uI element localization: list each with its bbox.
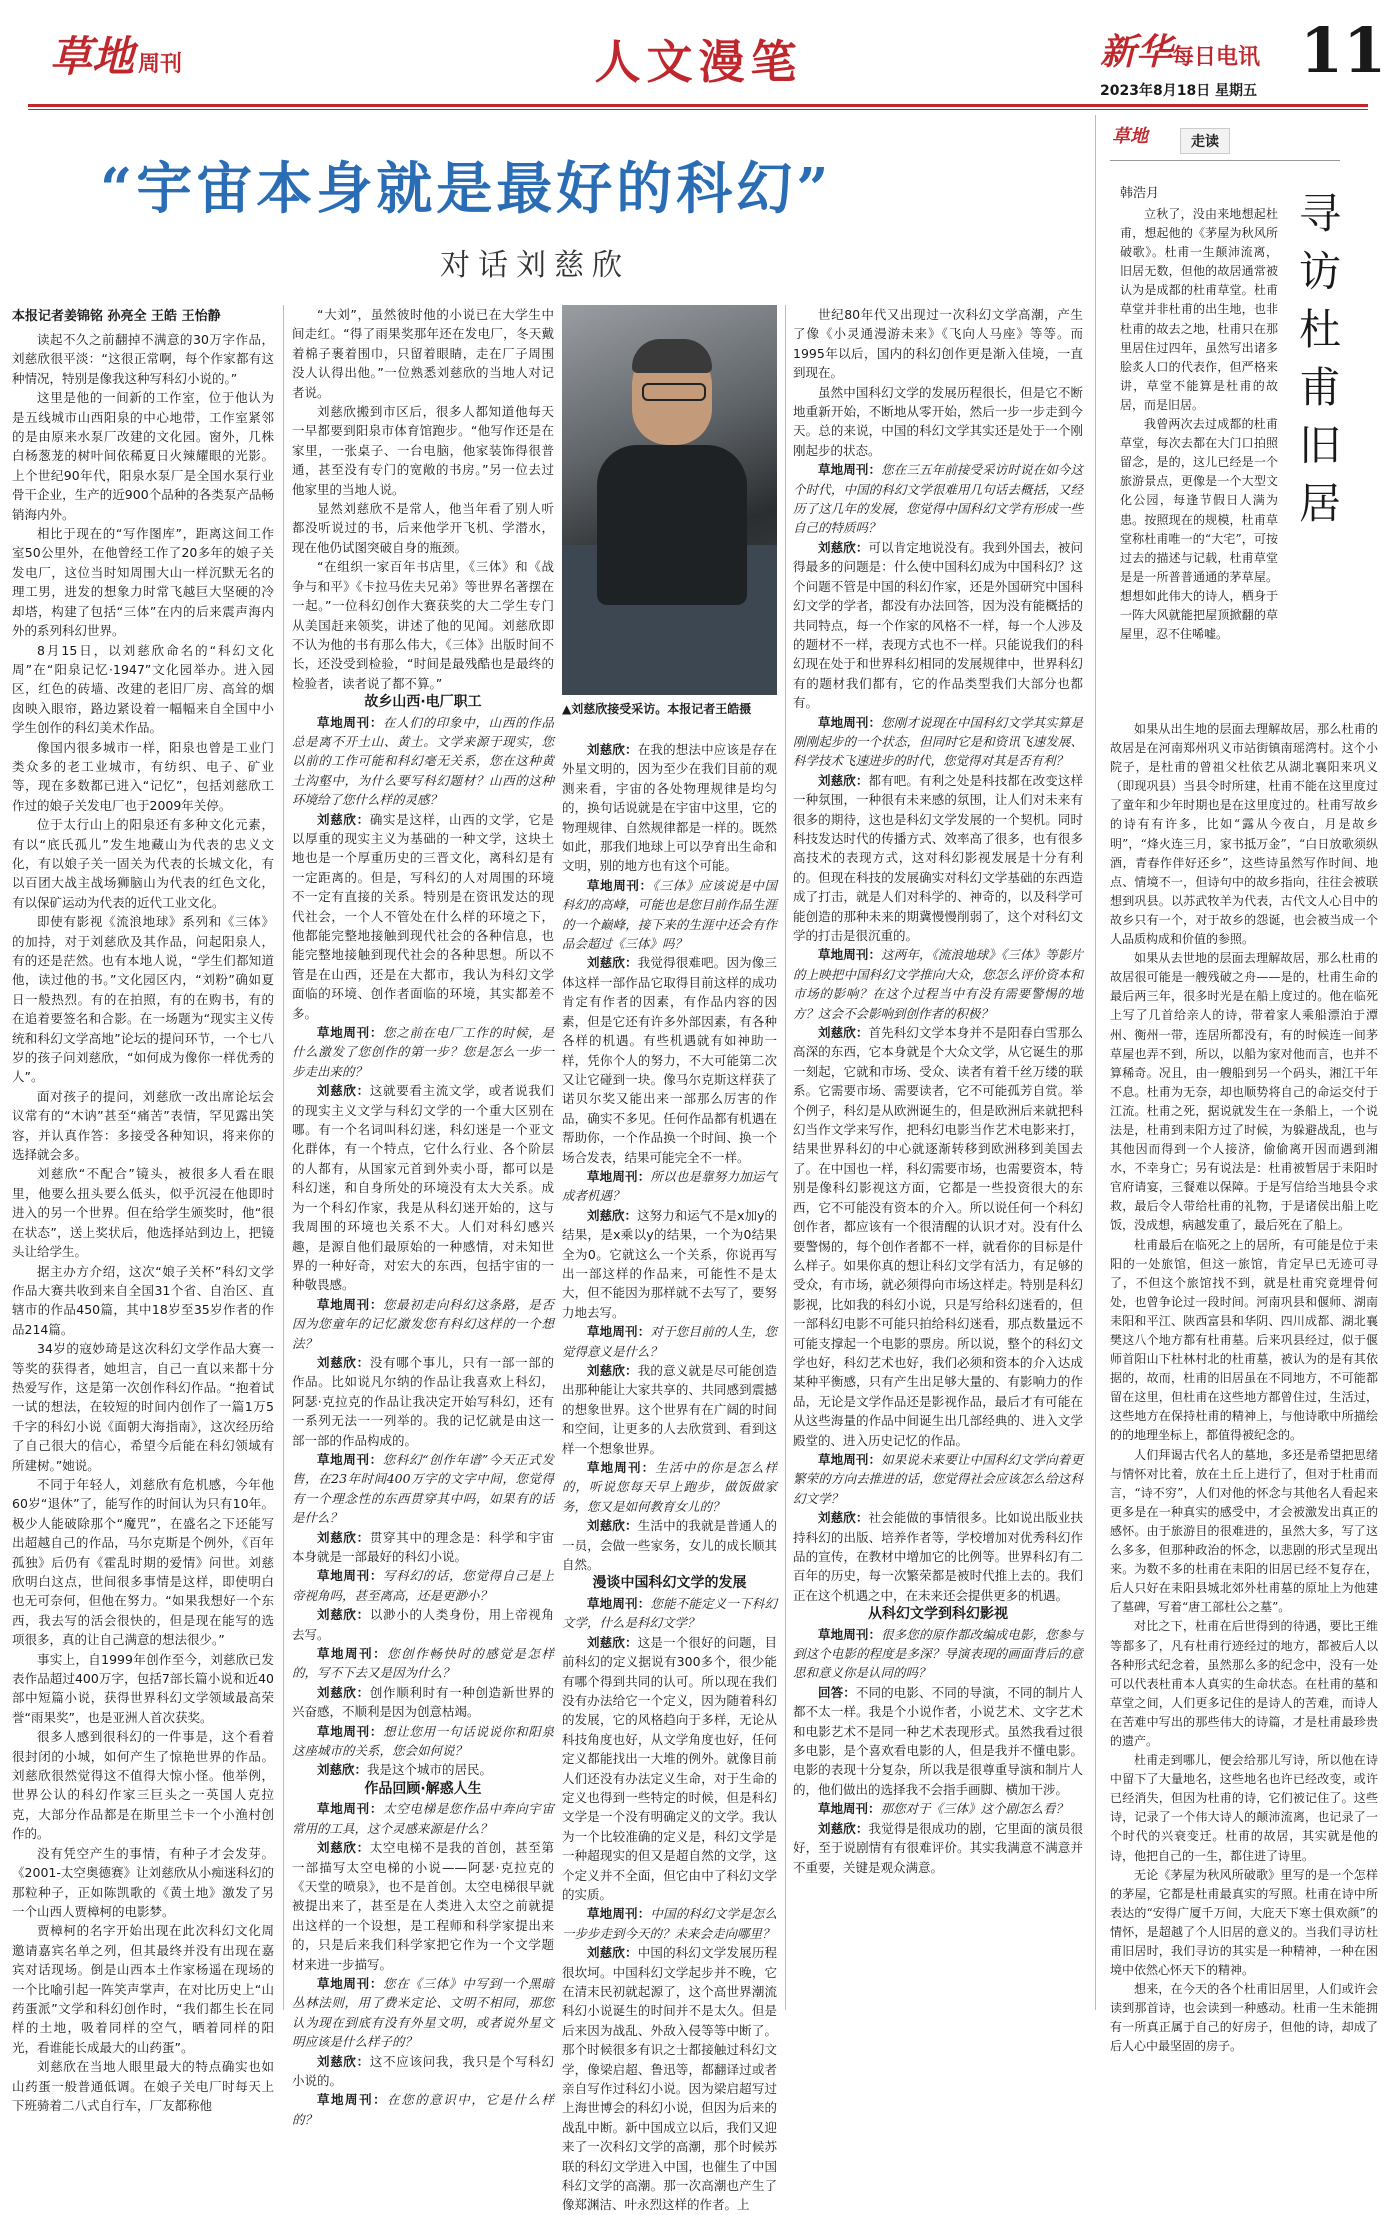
paragraph-text: 贯穿其中的理念是：科学和宇宙本身就是一部最好的科幻小说。 <box>292 1529 554 1564</box>
interview-answer <box>793 1683 1083 1799</box>
sidebar-paragraph: 想来，在今天的各个杜甫旧居里，人们或许会读到那首诗，也会读到一种感动。杜甫一生未能拥有一所真正属于自己的好房子，但他的诗，却成了后人心中最坚固的房子。 <box>1110 1982 1378 2054</box>
paragraph-text: 我的意义就是尽可能创造出那种能让大家共享的、共同感到震撼的想象世界。这个世界有在广阔的时间和空间，让更多的人去欣赏到、看到这样一个想象世界。 <box>562 1363 777 1456</box>
paragraph-text: 您刚才说现在中国科幻文学其实算是刚刚起步的一个状态，但同时它是和资讯飞速发展、科学技术飞速进步的时代，您觉得对其是否有利？ <box>793 714 1083 769</box>
weekly-logo: 草地 周刊 <box>50 32 183 81</box>
paragraph: 不同于年轻人，刘慈欣有危机感，今年他60岁“退休”了，能写作的时间认为只有10年。极少人能破除那个“魔咒”，在盛名之下还能写出超越自己的作品，马尔克斯是个例外，《百年孤独》后仍有《霍乱时期的爱情》问世。刘慈欣明白这点，世间很多事情是这样，即使明白也无可奈何，但他在努力。“如果我想好一个东西，我去写的活会很快的，但是现在能写的选项很多，真的让自己满意的想法很少。” <box>12 1476 274 1648</box>
paragraph-text: 可以肯定地说没有。我到外国去，被问得最多的问题是：什么使中国科幻成为中国科幻？这个问题不管是中国的科幻作家，还是外国研究中国科幻文学的学者，都没有办法回答，因为没有能概括的共同特点，每一个作家的风格不一样，每一个人涉及的题材不一样，表现方式也不一样。只能说我们的科幻现在处于和世界科幻相同的发展规律中，世界科幻有的题材我们都有，它的作品类型我们大部分也都有。 <box>793 539 1083 711</box>
paragraph: “大刘”，虽然彼时他的小说已在大学生中间走红。“得了雨果奖那年还在发电厂，冬天戴着棉子裹着围巾，只留着眼睛，走在厂子周围没人认得出他。”一位熟悉刘慈欣的当地人对记者说。 <box>292 307 554 400</box>
paragraph-text: 我觉得很难吧。因为像三体这样一部作品它取得目前这样的成功肯定有作者的因素，有作品内容的因素，但是它还有许多外部因素，有各种各样的机遇。有些机遇就有如神助一样，凭你个人的努力，不大可能第二次又让它碰到一块。像马尔克斯这样获了诺贝尔奖又能出来一部那么厉害的作品，确实不多见。任何作品都有机遇在帮助你，一个作品换一个时间、换一个场合发表，结果可能完全不一样。 <box>562 955 777 1165</box>
sidebar-paragraph: 杜甫走到哪儿，便会给那儿写诗，所以他在诗中留下了大量地名，这些地名也许已经改变，或许已经消失，但因为杜甫的诗，它们被记住了。这些诗，记录了一个伟大诗人的颠沛流离，也记录了一个时代的兴衰变迁。杜甫的故居，其实就是他的诗，他把自己的一生，都住进了诗里。 <box>1110 1753 1378 1863</box>
paragraph-text: 太空电梯不是我的首创，甚至第一部描写太空电梯的小说——阿瑟·克拉克的《天堂的喷泉》，也不是首创。太空电梯很早就被提出来了，甚至是在人类进入太空之前就提出这样的一个设想，是工程师和科学家提出来的，只是后来我们科学家把它作为一个文学题材来进一步描写。 <box>292 1840 554 1972</box>
paragraph-text: 社会能做的事情很多。比如说出版业扶持科幻的出版、培养作者等，学校增加对优秀科幻作品的宣传，在教材中增加它的比例等。世界科幻有二百年的历史，每一次繁荣都是被时代推上去的。我们正在这个机遇之中，在未来还会提供更多的机遇。 <box>793 1510 1083 1603</box>
speaker-label: 草地周刊： <box>818 714 882 730</box>
paragraph-text: 那您对于《三体》这个剧怎么看？ <box>880 1801 1069 1817</box>
paragraph: “在组织一家百年书店里，《三体》和《战争与和平》《卡拉马佐夫兄弟》等世界名著摆在一起。”一位科幻创作大赛获奖的大二学生专门从美国赶来领奖，讲述了他的见闻。刘慈欣即不认为他的书有那么伟大，《三体》出版时间不长，还没受到检验，“时间是最残酷也是最终的检验者，读者说了都不算。” <box>292 559 554 691</box>
speaker-label: 草地周刊： <box>317 1801 384 1817</box>
paragraph-text: 您在三五年前接受采访时说在如今这个时代，中国的科幻文学很难用几句话去概括，又经历了这几年的发展，您觉得中国科幻文学有形成一些自己的特质吗？ <box>793 462 1083 536</box>
sidebar-paragraph: 如果从去世地的层面去理解故居，那么杜甫的故居很可能是一艘残破之舟——是的，杜甫生命的最后两三年，很多时光是在船上度过的。他在临死上写了几首给亲人的诗，带着家人乘船漂泊于潭州、衡州一带，连居所都没有，有的时候连一间茅草屋也弄不到，所以，以船为家对他而言，也并不算稀奇。况且，由一艘船到另一个码头，湘江干年不息。杜甫为无奈，却也顺势将自己的命运交付于江流。杜甫之死，据说就发生在一条船上，一个说法是，杜甫到耒阳方过了时候，为躲避战乱，也与其他因而得到一个人接济，偷偷离开因而遇到湘水，不幸身亡；另有说法是：杜甫被暂居于耒阳时官府请宴，三餐难以保障。于是写信给当地县令求救，最后令人带给杜甫的礼物，于是诸侯出船上吃饭，没成想，病越发重了，最后死在了船上。 <box>1110 951 1378 1233</box>
paragraph-text: 我觉得是很成功的剧，它里面的演员很好，至于说剧情有有很难评价。其实我满意不满意并不重要，关键是观众满意。 <box>793 1820 1083 1875</box>
interview-question <box>292 2090 554 2129</box>
speaker-label: 刘慈欣： <box>818 772 869 788</box>
section-title: 人文漫笔 <box>594 35 803 89</box>
speaker-label: 草地周刊： <box>818 1451 882 1467</box>
interview-answer <box>292 2052 554 2091</box>
speaker-label: 刘慈欣： <box>317 1607 370 1623</box>
paragraph-text: 您创作畅快时的感觉是怎样的，写不下去又是因为什么？ <box>292 1646 554 1681</box>
speaker-label: 刘慈欣： <box>587 955 638 971</box>
header-rule <box>28 104 1368 107</box>
interview-answer <box>292 1683 554 1722</box>
speaker-label: 草地周刊： <box>818 947 882 963</box>
weekly-label: 周刊 <box>138 51 183 77</box>
sidebar-title-char: 旧 <box>1298 421 1341 470</box>
paragraph: 没有凭空产生的事情，有种子才会发芽。《2001-太空奥德赛》让刘慈欣从小痴迷科幻的那粒种子，正如陈凯歌的《黄土地》激发了另一个山西人贾樟柯的电影梦。 <box>12 1845 274 1919</box>
paragraph-text: 我是这个城市的居民。 <box>367 1762 493 1778</box>
sidebar-paragraph: 杜甫最后在临死之上的居所，有可能是位于耒阳的一处旅馆，但这一旅馆，肯定早已无迹可寻了，不但这个旅馆找不到，就是杜甫究竟埋骨何处，也曾争论过一段时间。河南巩县和偃师、湖南耒阳和平江、陕西富县和华阴、四川成都、湖北襄樊这八个地方都有杜甫墓。后来巩县经过，似于偃师首阳山下杜林村北的杜甫墓，被认为的是有其依据的，故而，杜甫的旧居虽在不同地方，不可能都留在这里，但杜甫在这些地方都曾住过，生活过，这些地方在保持杜甫的精神上，与他诗歌中所描绘的的地理坐标上，都值得被纪念的。 <box>1110 1237 1378 1443</box>
paragraph-text: 在人们的印象中，山西的作品总是离不开土山、黄土。文学来源于现实，您以前的工作可能和科幻毫无关系，您在这种黄土沟壑中，为什么要写科幻题材？山西的这种环境给了您什么样的灵感？ <box>292 714 554 808</box>
speaker-label: 刘慈欣： <box>317 1762 368 1778</box>
interview-question <box>292 1295 554 1353</box>
interview-answer <box>562 1206 777 1322</box>
paragraph-text: 这不应该问我，我只是个写科幻小说的。 <box>292 2053 554 2088</box>
interview-question <box>793 1625 1083 1683</box>
interview-answer <box>793 1819 1083 1877</box>
speaker-label: 草地周刊： <box>317 2092 388 2108</box>
speaker-label: 刘慈欣： <box>317 1840 370 1856</box>
interview-question <box>562 1904 777 1943</box>
paragraph-text: 首先科幻文学本身并不是阳春白雪那么高深的东西，它本身就是个大众文学，从它诞生的那一刻起，它就和市场、受众、读者有着千丝万缕的联系。它需要市场、需要读者，它不可能孤芳自赏。举个例子，科幻是从欧洲诞生的，但是欧洲后来就把科幻当作文学来写作，把科幻电影当作艺术电影来打，结果世界科幻的中心就逐渐转移到欧洲移到美国去了。在中国也一样，科幻需要市场，也需要资本，特别是像科幻影视这方面，它都是一些投资很大的东西，它不可能没有资本的介入。所以说任何一个科幻创作者，都应该有一个很清醒的认识才对。没有什么要警惕的，每个创作者都不一样，就看你的目标是什么样子。如果你真的想让科幻文学有活力，有足够的受众，有市场，就必须得向市场这样走。特别是科幻影视，比如我的科幻小说，只是写给科幻迷看的，但一部科幻电影不可能只拍给科幻迷看，那点数量远不可能支撑起一个电影的票房。所以说，整个的科幻文学也好，科幻艺术也好，我们必须和资本的介入达成某种平衡感，只有产生出足够大量的、有影响力的作品，无论是文学作品还是影视作品，最后才有可能在从这些海量的作品中间诞生出几部经典的、进入文学殿堂的、进入历史记忆的作品。 <box>793 1025 1083 1448</box>
interview-photo <box>562 305 777 695</box>
article-column-1 <box>12 330 274 2113</box>
interview-question <box>562 1458 777 1516</box>
speaker-label: 刘慈欣： <box>317 2053 370 2069</box>
sidebar-title <box>1290 185 1350 533</box>
speaker-label: 草地周刊： <box>587 877 653 893</box>
paragraph-text: 对于您目前的人生，您觉得意义是什么？ <box>562 1324 777 1359</box>
paragraph-text: 世纪80年代又出现过一次科幻文学高潮，产生了像《小灵通漫游未来》《飞向人马座》等等。而1995年以后，国内的科幻创作更是渐入佳境，一直到现在。 <box>793 307 1083 381</box>
speaker-label: 草地周刊： <box>317 1723 384 1739</box>
paragraph-text: 没有哪个事儿，只有一部一部的作品。比如说凡尔纳的作品让我喜欢上科幻，阿瑟·克拉克的作品让我决定开始写科幻，还有一系列无法一一列举的。我的记忆就是由这一部一部的作品构成的。 <box>292 1354 554 1448</box>
paragraph-text: 写科幻的话，您觉得自己是上帝视角吗，甚至离高，还是更渺小？ <box>292 1568 554 1603</box>
sidebar-author: 韩浩月 <box>1120 186 1160 201</box>
speaker-label: 草地周刊： <box>317 1296 384 1312</box>
paragraph: 相比于现在的“写作图库”，距离这间工作室50公里外，在他曾经工作了20多年的娘子关发电厂，这位当时知周围大山一样沉默无名的理工男，进发的想象力时常飞越巨大坚硬的冷却塔，构建了包括“三体”在内的后来震声海内外的系列科幻世界。 <box>12 526 274 639</box>
interview-answer <box>562 1516 777 1574</box>
speaker-label: 草地周刊： <box>317 1568 384 1584</box>
interview-answer <box>292 810 554 1023</box>
speaker-label: 刘慈欣： <box>587 1363 638 1378</box>
paragraph: 这里是他的一间新的工作室，位于他认为是五线城市山西阳泉的中心地带，工作室紧邻的是由原来水泵厂改建的文化园。窗外，几株白杨葱茏的树叶间依稀夏日火辣耀眼的光影。上个世纪90年代，阳泉水泵厂是全国水泵行业骨干企业，生产的近900个品种的各类泵产品畅销海内外。 <box>12 390 274 522</box>
paragraph: 8月15日，以刘慈欣命名的“科幻文化周”在“阳泉记忆·1947”文化园举办。进入园区，红色的砖墙、改建的老旧厂房、高耸的烟囱映入眼帘，路边紧设着一幅幅来自全国中小学生创作的科幻美术作品。 <box>12 642 274 736</box>
interview-answer <box>793 538 1083 713</box>
paragraph-text: 太空电梯是您作品中奔向宇宙常用的工具，这个灵感来源是什么？ <box>292 1801 554 1836</box>
paragraph: 据主办方介绍，这次“娘子关杯”科幻文学作品大赛共收到来自全国31个省、自治区、直辖市的作品450篇，其中18岁至35岁作者的作品214篇。 <box>12 1263 274 1337</box>
article-column-3 <box>562 740 777 2213</box>
article-byline: 本报记者姜锦铭 孙亮全 王皓 王怡静 <box>12 309 221 324</box>
paragraph-text: 在您的意识中，它是什么样的？ <box>292 2092 554 2127</box>
paragraph-text: 虽然中国科幻文学的发展历程很长，但是它不断地重新开始，不断地从零开始，然后一步一步走到今天。总的来说，中国的科幻文学其实还是处于一个刚刚起步的状态。 <box>793 384 1083 458</box>
interview-answer <box>793 305 1083 383</box>
article-column-4 <box>793 305 1083 2010</box>
interview-question <box>292 1722 554 1761</box>
sidebar-tag: 走读 <box>1180 128 1230 154</box>
column-divider <box>785 305 786 2010</box>
interview-question <box>793 945 1083 1023</box>
paragraph-text: 都有吧。有利之处是科技都在改变这样一种氛围，一种很有未来感的氛围，让人们对未来有很多的期待，这也是科幻文学发展的一个契机。同时科技发达时代的传播方式、效率高了很多，也有很多高技术的表现方式，这对科幻影视发展是十分有利的。但现在科技的发展确实对科幻文学基础的东西造成了打击，就是人们对科学的、神奇的，以及科学可能创造的那种未来的期冀慢慢削弱了，这个对科幻文学的打击是很沉重的。 <box>793 772 1083 943</box>
speaker-label: 草地周刊： <box>818 1801 881 1817</box>
interview-answer <box>292 1760 554 1779</box>
sidebar-title-char: 居 <box>1298 479 1341 528</box>
interview-answer <box>793 1023 1083 1450</box>
interview-question <box>292 1799 554 1838</box>
interview-question <box>562 1167 777 1206</box>
newspaper-logo: 新华每日电讯 <box>1100 31 1261 73</box>
paragraph: 面对孩子的提问，刘慈欣一改出席论坛会议常有的“木讷”甚至“痛苦”表情，罕见露出笑容，并认真作答：多接受各种知识，将来你的选择就会多。 <box>12 1088 274 1163</box>
paragraph-text: 您科幻“创作年谱”今天正式发售，在23年时间400万字的文字中间，您觉得有一个理念性的东西贯穿其中吗，如果有的话是什么？ <box>292 1451 554 1526</box>
interview-question <box>793 713 1083 771</box>
interview-question <box>562 1594 777 1633</box>
photo-caption: ▲刘慈欣接受采访。本报记者王皓摄 <box>562 702 752 716</box>
speaker-label: 草地周刊： <box>587 1324 651 1340</box>
paragraph: 刘慈欣在当地人眼里最大的特点确实也如山药蛋一般普通低调。在娘子关电厂时每天上下班骑着二八式自行车，厂友都称他 <box>12 2059 274 2113</box>
sidebar-title-char: 甫 <box>1298 363 1341 412</box>
interview-answer <box>793 1508 1083 1605</box>
interview-question <box>292 1566 554 1605</box>
article-subheadline: 对话刘慈欣 <box>440 248 630 283</box>
speaker-label: 刘慈欣： <box>818 539 869 555</box>
sidebar-paragraph: 对比之下，杜甫在后世得到的待遇，要比王维等都多了，凡有杜甫行迹经过的地方，都被后人以各种形式纪念着，虽然那么多的纪念中，没有一处可以代表杜甫本人真实的生命状态。在杜甫的墓和草堂之间，人们更多记住的是诗人的苦难，而诗人在苦难中写出的那些伟大的诗篇，才是杜甫最珍贵的遗产。 <box>1110 1619 1378 1748</box>
paragraph-text: 确实是这样，山西的文学，它是以厚重的现实主义为基础的一种文学，这块土地也是一个厚重历史的三晋文化，离科幻是有一定距离的。但是，写科幻的人对周围的环境不一定有直接的关系。特别是在资讯发达的现代社会，一个人不管处在什么样的环境之下，他都能完整地接触到现代社会的各种信息，也能完整地接触到现代社会的各种思想。所以不管是在山西，还是在大都市，我认为科幻文学面临的环境、创作者面临的环境，其实都差不多。 <box>292 811 554 1021</box>
paragraph: 显然刘慈欣不是常人，他当年看了别人听都没听说过的书，后来他学开飞机、学潜水，现在他仍试图突破自身的瓶颈。 <box>292 501 554 555</box>
speaker-label: 刘慈欣： <box>317 1354 370 1370</box>
paragraph-text: 很多您的原作都改编成电影，您参与到这个电影的程度是多深？导演表现的画面背后的意思和意义你是认同的吗？ <box>793 1626 1083 1681</box>
paragraph: 读起不久之前翻掉不满意的30万字作品，刘慈欣很平淡：“这很正常啊，每个作家都有这种情况，特别是像我这种写科幻小说的。” <box>12 332 274 386</box>
speaker-label: 回答： <box>818 1684 856 1700</box>
sidebar-paragraph: 我曾两次去过成都的杜甫草堂，每次去都在大门口拍照留念，是的，这儿已经是一个旅游景点，更像是一个大型文化公园，每逢节假日人满为患。按照现在的规模，杜甫草堂称杜甫唯一的“大宅”，可按过去的描述与记载，杜甫草堂是是一所普普通通的茅草屋。想想如此伟大的诗人，栖身于一阵大风就能把屋顶掀翻的草屋里，忍不住唏嘘。 <box>1120 417 1278 642</box>
interview-question <box>562 876 777 954</box>
sidebar-title-char: 寻 <box>1298 189 1341 238</box>
sidebar-paragraph: 人们拜谒古代名人的墓地，多还是希望把思绪与情怀对比着，放在土丘上进行了，但对于杜甫而言，“诗不穷”，人们对他的怀念与其他名人看起来更多是在一种真实的感受中，才会被激发出真正的感怀。由于旅游目的很难进的，虽然大多，写了这么多多，但那种政治的怀念，以悲剧的形式呈现出来。为数不多的杜甫在耒阳的旧居已经不复存在，后人只好在耒阳县城北郊外杜甫墓的原址上为他建了墓碑，写着“唐工部杜公之墓”。 <box>1110 1447 1378 1615</box>
paragraph: 很多人感到很科幻的一件事是，这个看着很封闭的小城，如何产生了惊艳世界的作品。刘慈欣很然觉得这不值得大惊小怪。他举例，世界公认的科幻作家三巨头之一英国人克拉克，大部分作品都是在斯里兰卡一个小渔村创作的。 <box>12 1729 274 1842</box>
interview-question <box>292 1023 554 1081</box>
paragraph-text: 您在《三体》中写到一个黑暗丛林法则，用了费米定论、文明不相同，那您认为现在到底有没有外星文明，或者说外星文明应该是什么样子的？ <box>292 1975 554 2050</box>
paragraph: 贾樟柯的名字开始出现在此次科幻文化周邀请嘉宾名单之列，但其最终并没有出现在嘉宾对话现场。倒是山西本土作家杨遥在现场的一个比喻引起一阵笑声掌声，在对比历史上“山药蛋派”文学和科幻创作时，“我们都生长在同样的土地，吸着同样的空气，晒着同样的阳光，看谁能长成最大的山药蛋”。 <box>12 1923 274 2055</box>
interview-question <box>793 1799 1083 1818</box>
speaker-label: 刘慈欣： <box>587 1518 638 1534</box>
sidebar-logo: 草地 <box>1112 126 1148 147</box>
speaker-label: 草地周刊： <box>587 1595 651 1611</box>
newspaper-name: 每日电讯 <box>1172 44 1261 70</box>
paragraph-text: 生活中的我就是普通人的一员，会做一些家务，女儿的成长顺其自然。 <box>562 1518 777 1573</box>
paragraph-text: 这是一个很好的问题，目前科幻的定义据说有300多个，很少能有哪个得到共同的认可。所以现在我们没有办法给它一个定义，因为随着科幻的发展，它的风格趋向于多样，无论从科技角度也好，从文学角度也好，任何定义都能找出一大堆的例外。就像目前人们还没有办法定义生命，对于生命的定义也得到一些特定的时候，但是科幻文学是一个没有明确定义的文学。我认为一个比较准确的定义是，科幻文学是一种超现实的但又是超自然的文学，这个定义并不全面，但它由中了科幻文学的实质。 <box>562 1634 777 1902</box>
interview-answer <box>562 1633 777 1905</box>
paragraph-text: 这两年，《流浪地球》《三体》等影片的上映把中国科幻文学推向大众，您怎么评价资本和市场的影响？在这个过程当中有没有需要警惕的地方？这会不会影响到创作者的积极？ <box>793 947 1083 1021</box>
paragraph-text: 这就要看主流文学，或者说我们的现实主义文学与科幻文学的一个重大区别在哪。有一个名词叫科幻迷，科幻迷是一个亚文化群体，有一个特点，它什么行业、各个阶层的人都有，从国家元首到外卖小哥，都可以是科幻迷，和自身所处的环境没有太大关系。成为一个科幻作家，我是从科幻迷开始的，这与我周围的环境也关系不大。人们对科幻感兴趣，是源自他们最原始的一种感情，对未知世界的一种好奇，对宏大的东西，包括宇宙的一种敬畏感。 <box>292 1083 554 1293</box>
speaker-label: 刘慈欣： <box>317 1083 370 1099</box>
paragraph: 即使有影视《流浪地球》系列和《三体》的加持，对于刘慈欣及其作品，问起阳泉人，有的还是茫然。也有本地人说，“学生们都知道他，读过他的书。”文化园区内，“刘粉”确如夏日一般热烈。有的在拍照，有的在购书，有的在追着要签名和合影。在一场题为“现实主义传统和科幻文学高地”论坛的提问环节，一个七八岁的孩子问刘慈欣，“如何成为像你一样优秀的人”。 <box>12 914 274 1085</box>
interview-answer <box>793 771 1083 946</box>
speaker-label: 草地周刊： <box>818 462 882 478</box>
paragraph: 刘慈欣“不配合”镜头，被很多人看在眼里，他要么扭头要么低头，似乎沉浸在他即时进入的另一个世界。但在给学生颁奖时，他“很在状态”，送上奖状后，他选择站到边上，把镜头让给学生。 <box>12 1166 274 1260</box>
paragraph-text: 中国的科幻文学发展历程很坎坷。中国科幻文学起步并不晚，它在清末民初就起源了，这个高世界潮流科幻小说诞生的时间并不是太久。但是后来因为战乱、外敌入侵等等中断了。那个时候很多有识之士都接触过科幻文学，像梁启超、鲁迅等，都翻译过或者亲自写作过科幻小说。因为梁启超写过上海世博会的科幻小说，但因为后来的战乱中断。新中国成立以后，我们又迎来了一次科幻文学的高潮，那个时候苏联的科幻文学进入中国，也催生了中国科幻文学的高潮。那一次高潮也产生了像郑渊洁、叶永烈这样的作者。上 <box>562 1945 777 2213</box>
paragraph: 34岁的寇妙琦是这次科幻文学作品大赛一等奖的获得者，她坦言，自己一直以来都十分热爱写作，这是第一次创作科幻作品。“抱着试一试的想法，在较短的时间内创作了一篇1万5千字的科幻小说《面朝大海指南》，这次经历给了自己很大的信心，希望今后能在科幻领域有所建树。”她说。 <box>12 1341 274 1473</box>
section-heading: 漫谈中国科幻文学的发展 <box>592 1575 747 1592</box>
speaker-label: 刘慈欣： <box>317 1684 370 1700</box>
paragraph-text: 不同的电影、不同的导演，不同的制片人都不太一样。我是个小说作者，小说艺术、文字艺术和电影艺术不是同一种艺术表现形式。虽然我看过很多电影，是个喜欢看电影的人，但是我并不懂电影。电影的表现十分复杂，所以我是很尊重导演和制片人的，他们做出的选择我不会指手画脚、横加干涉。 <box>793 1684 1083 1797</box>
interview-question <box>292 1450 554 1528</box>
speaker-label: 刘慈欣： <box>818 1025 869 1041</box>
interview-answer <box>562 740 777 876</box>
paragraph-text: 创作顺利时有一种创造新世界的兴奋感，不顺利是因为创意枯竭。 <box>292 1684 554 1720</box>
speaker-label: 刘慈欣： <box>818 1820 869 1836</box>
speaker-label: 草地周刊： <box>587 1460 656 1476</box>
paragraph-text: 您之前在电厂工作的时候，是什么激发了您创作的第一步？您是怎么一步一步走出来的？ <box>292 1025 554 1079</box>
interview-answer <box>562 953 777 1166</box>
interview-question <box>562 1322 777 1361</box>
section-heading: 作品回顾·解惑人生 <box>364 1780 482 1797</box>
speaker-label: 草地周刊： <box>317 714 384 730</box>
interview-question <box>793 1450 1083 1508</box>
paragraph-text: 生活中的你是怎么样的，听说您每天早上跑步，做饭做家务，您又是如何教育女儿的？ <box>562 1460 777 1514</box>
sidebar-text-top <box>1120 205 1278 715</box>
paragraph-text: 您最初走向科幻这条路，是否因为您童年的记忆激发您有科幻这样的一个想法？ <box>292 1296 554 1351</box>
speaker-label: 刘慈欣： <box>818 1510 869 1526</box>
article-column-2 <box>292 305 554 2127</box>
paragraph-text: 这努力和运气不是x加y的结果，是x乘以y的结果，一个为0结果全为0。它就这么一个关系，你说再写出一部这样的作品来，可能性不是太大，但不能因为那样就不去写了，要努力地去写。 <box>562 1207 777 1320</box>
interview-answer <box>292 1605 554 1644</box>
header-rule-thin <box>28 109 1368 110</box>
sidebar-title-char: 访 <box>1298 247 1341 296</box>
speaker-label: 刘慈欣： <box>587 1945 638 1961</box>
interview-question <box>292 1974 554 2052</box>
interview-answer <box>292 1081 554 1294</box>
interview-answer <box>292 1838 554 1974</box>
paragraph-text: 中国的科幻文学是怎么一步步走到今天的？未来会走向哪里？ <box>562 1906 777 1941</box>
speaker-label: 草地周刊： <box>587 1906 651 1922</box>
speaker-label: 草地周刊： <box>317 1025 384 1041</box>
sidebar-paragraph: 如果从出生地的层面去理解故居，那么杜甫的故居是在河南郑州巩义市站街镇南瑶湾村。这个小院子，是杜甫的曾祖父杜依艺从湖北襄阳来巩义（即现巩县）当县令时所建，杜甫不能在这里度过了童年和少年时期也是在这里度过的。杜甫写故乡的诗有有许多，比如“露从今夜白，月是故乡明”，“烽火连三月，家书抵万金”，“白日放歌须纵酒，青春作伴好还乡”，这些诗虽然写作时间、地点、情境不一，但诗句中的故乡指向，往往会被联想到巩县。以苏武牧羊为代表，古代文人心目中的故乡只有一个，对于故乡的怨诞，也会被当成一个人品质构成和价值的参照。 <box>1110 722 1378 947</box>
paragraph-text: 《三体》应该说是中国科幻的高峰，可能也是您目前作品生涯的一个巅峰，接下来的生涯中还会有作品会超过《三体》吗？ <box>562 877 777 952</box>
speaker-label: 刘慈欣： <box>587 1634 638 1650</box>
interview-answer <box>562 1361 777 1458</box>
issue-date: 2023年8月18日 星期五 <box>1100 83 1258 99</box>
paragraph: 刘慈欣搬到市区后，很多人都知道他每天一早都要到阳泉市体育馆跑步。“他写作还是在家里，一张桌子、一台电脑，他家装饰得很普通，甚至没有专门的宽敞的书房。”另一位去过他家里的当地人说。 <box>292 404 554 497</box>
speaker-label: 刘慈欣： <box>587 742 638 757</box>
paragraph-text: 在我的想法中应该是存在外星文明的，因为至少在我们目前的观测来看，宇宙的各处物理规律是均匀的，换句话说就是在宇宙中这里，它的物理规律、自然规律都是一样的。既然如此，那我们地球上可以孕育出生命和文明，别的地方也有这个可能。 <box>562 742 777 874</box>
paragraph-text: 以渺小的人类身份，用上帝视角去写。 <box>292 1607 554 1642</box>
speaker-label: 刘慈欣： <box>317 1529 370 1545</box>
interview-answer <box>562 1943 777 2215</box>
paragraph-text: 想让您用一句话说说你和阳泉这座城市的关系，您会如何说？ <box>292 1723 554 1759</box>
sidebar-paragraph: 立秋了，没由来地想起杜甫，想起他的《茅屋为秋风所破歌》。杜甫一生颠沛流离，旧居无数，但他的故居通常被认为是成都的杜甫草堂。杜甫草堂并非杜甫的出生地，也非杜甫的故去之地，杜甫只在那里居住过四年，虽然写出诸多脍炙人口的代表作，但严格来讲，草堂不能算是杜甫的故居，而是旧居。 <box>1120 207 1278 412</box>
paragraph-text: 如果说未来要让中国科幻文学向着更繁荣的方向去推进的话，您觉得社会应该怎么给这科幻文学？ <box>793 1451 1083 1506</box>
speaker-label: 刘慈欣： <box>587 1207 638 1223</box>
speaker-label: 草地周刊： <box>317 1975 384 1991</box>
speaker-label: 草地周刊： <box>587 1168 651 1184</box>
paragraph: 位于太行山上的阳泉还有多种文化元素，有以“底氏孤儿”发生地藏山为代表的忠义文化，有以娘子关一固关为代表的长城文化，有以百团大战主战场狮脑山为代表的红色文化，有以保矿运动为代表的近代工业文化。 <box>12 817 274 910</box>
column-divider <box>283 305 284 2010</box>
interview-answer <box>292 1528 554 1567</box>
paragraph-text: 所以也是靠努力加运气成者机遇？ <box>562 1168 777 1204</box>
sidebar-text-bottom <box>1110 720 1378 2054</box>
page-number: 11 <box>1300 14 1387 87</box>
article-headline: “宇宙本身就是最好的科幻” <box>100 156 833 222</box>
interview-answer <box>793 383 1083 461</box>
speaker-label: 草地周刊： <box>317 1646 388 1662</box>
section-heading: 从科幻文学到科幻影视 <box>868 1606 1008 1623</box>
paragraph-text: 您能不能定义一下科幻文学，什么是科幻文学？ <box>562 1595 777 1631</box>
interview-answer <box>292 1353 554 1450</box>
speaker-label: 草地周刊： <box>317 1451 383 1467</box>
paragraph: 像国内很多城市一样，阳泉也曾是工业门类众多的老工业城市，有纺织、电子、矿业等，现在多数都已进入“记忆”，包括刘慈欣工作过的娘子关发电厂也于2009年关停。 <box>12 739 274 813</box>
sidebar-paragraph: 无论《茅屋为秋风所破歌》里写的是一个怎样的茅屋，它都是杜甫最真实的写照。杜甫在诗中所表达的“安得广厦千万间，大庇天下寒士俱欢颜”的情怀，是超越了个人旧居的意义的。当我们寻访杜甫旧居时，我们寻访的其实是一种精神，一种在困境中依然心怀天下的精神。 <box>1110 1867 1378 1978</box>
speaker-label: 草地周刊： <box>818 1626 882 1642</box>
sidebar-divider <box>1095 115 1096 2010</box>
paragraph: 事实上，自1999年创作至今，刘慈欣已发表作品超过400万字，包括7部长篇小说和近40部中短篇小说，获得世界科幻文学领域最高荣誉“雨果奖”，也是亚洲人首次获奖。 <box>12 1651 274 1725</box>
speaker-label: 刘慈欣： <box>317 811 370 827</box>
interview-question <box>292 1644 554 1683</box>
sidebar-title-char: 杜 <box>1298 305 1341 354</box>
interview-question <box>793 460 1083 538</box>
interview-question <box>292 713 554 810</box>
section-heading: 故乡山西·电厂职工 <box>364 694 482 711</box>
